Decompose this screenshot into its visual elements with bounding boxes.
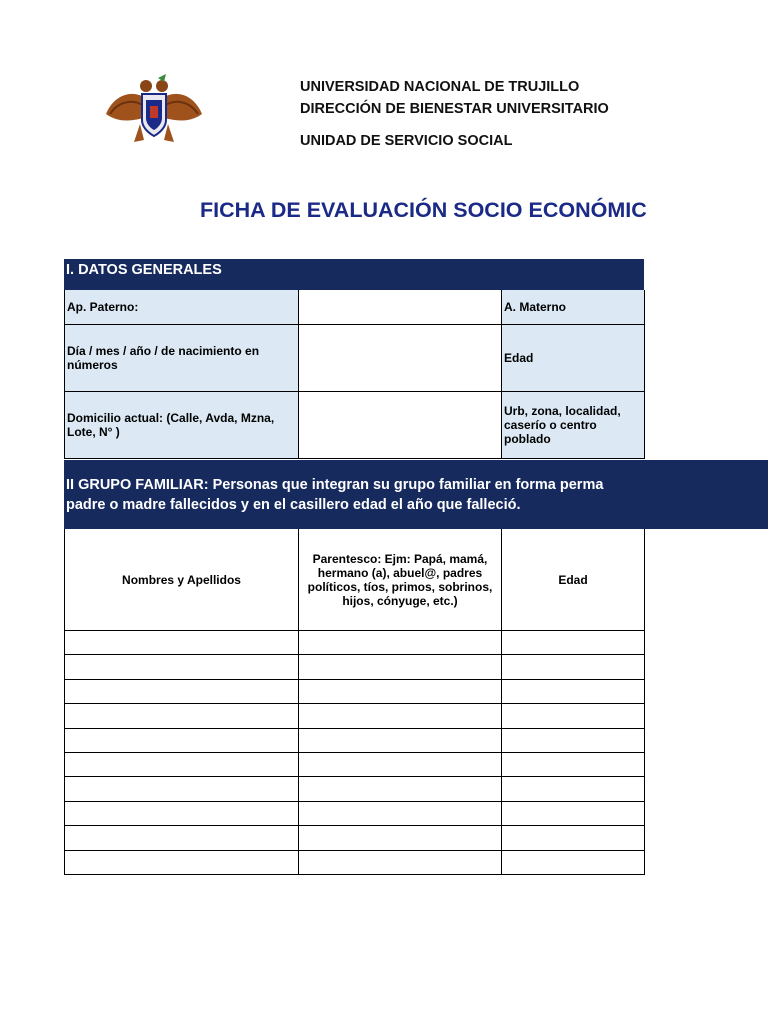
member-name-cell[interactable] — [65, 826, 298, 850]
member-name-cell[interactable] — [65, 680, 298, 703]
member-relation-cell[interactable] — [299, 777, 501, 801]
member-age-cell[interactable] — [502, 826, 644, 850]
section-grupo-familiar-title — [64, 460, 768, 529]
member-age-cell[interactable] — [502, 777, 644, 801]
ap-paterno-field[interactable] — [299, 290, 501, 324]
ap-paterno-label: Ap. Paterno: — [65, 290, 298, 324]
section-datos-generales-title: I. DATOS GENERALES — [64, 259, 644, 290]
member-relation-cell[interactable] — [299, 802, 501, 825]
university-name: UNIVERSIDAD NACIONAL DE TRUJILLO — [300, 79, 580, 95]
member-name-cell[interactable] — [65, 753, 298, 776]
member-name-cell[interactable] — [65, 729, 298, 752]
member-relation-cell[interactable] — [299, 680, 501, 703]
member-age-cell[interactable] — [502, 655, 644, 679]
member-age-cell[interactable] — [502, 631, 644, 654]
member-name-cell[interactable] — [65, 802, 298, 825]
member-age-cell[interactable] — [502, 680, 644, 703]
domicilio-field[interactable] — [299, 392, 501, 458]
member-name-cell[interactable] — [65, 777, 298, 801]
member-name-cell[interactable] — [65, 655, 298, 679]
row-divider — [64, 874, 645, 875]
birth-date-label: Día / mes / año / de nacimiento en números — [65, 325, 298, 391]
member-age-cell[interactable] — [502, 851, 644, 874]
member-relation-cell[interactable] — [299, 851, 501, 874]
member-relation-cell[interactable] — [299, 631, 501, 654]
member-age-cell[interactable] — [502, 704, 644, 728]
grupo-familiar-title-line2: padre o madre fallecidos y en el casillero edad el año que falleció. — [66, 497, 521, 513]
grupo-familiar-title-line1: II GRUPO FAMILIAR: Personas que integran su grupo familiar en forma perma — [66, 477, 604, 493]
university-crest-icon — [104, 74, 204, 146]
unit-name: UNIDAD DE SERVICIO SOCIAL — [300, 133, 513, 149]
birth-date-field[interactable] — [299, 325, 501, 391]
edad-label: Edad — [502, 325, 644, 391]
member-relation-cell[interactable] — [299, 729, 501, 752]
document-title: FICHA DE EVALUACIÓN SOCIO ECONÓMIC — [200, 198, 647, 222]
member-age-cell[interactable] — [502, 753, 644, 776]
col-header-age: Edad — [558, 573, 588, 587]
member-relation-cell[interactable] — [299, 753, 501, 776]
member-relation-cell[interactable] — [299, 704, 501, 728]
member-name-cell[interactable] — [65, 631, 298, 654]
member-age-cell[interactable] — [502, 802, 644, 825]
col-header-names: Nombres y Apellidos — [122, 573, 241, 587]
direction-name: DIRECCIÓN DE BIENESTAR UNIVERSITARIO — [300, 101, 609, 117]
member-relation-cell[interactable] — [299, 655, 501, 679]
a-materno-label: A. Materno — [502, 290, 644, 324]
col-header-relation: Parentesco: Ejm: Papá, mamá, hermano (a), abuel@, padres políticos, tíos, primos, sobrinos, hijos, cónyuge, etc.) — [307, 552, 493, 608]
urb-label: Urb, zona, localidad, caserío o centro poblado — [502, 392, 644, 458]
member-relation-cell[interactable] — [299, 826, 501, 850]
member-age-cell[interactable] — [502, 729, 644, 752]
member-name-cell[interactable] — [65, 851, 298, 874]
domicilio-label: Domicilio actual: (Calle, Avda, Mzna, Lote, N° ) — [65, 392, 298, 458]
member-name-cell[interactable] — [65, 704, 298, 728]
